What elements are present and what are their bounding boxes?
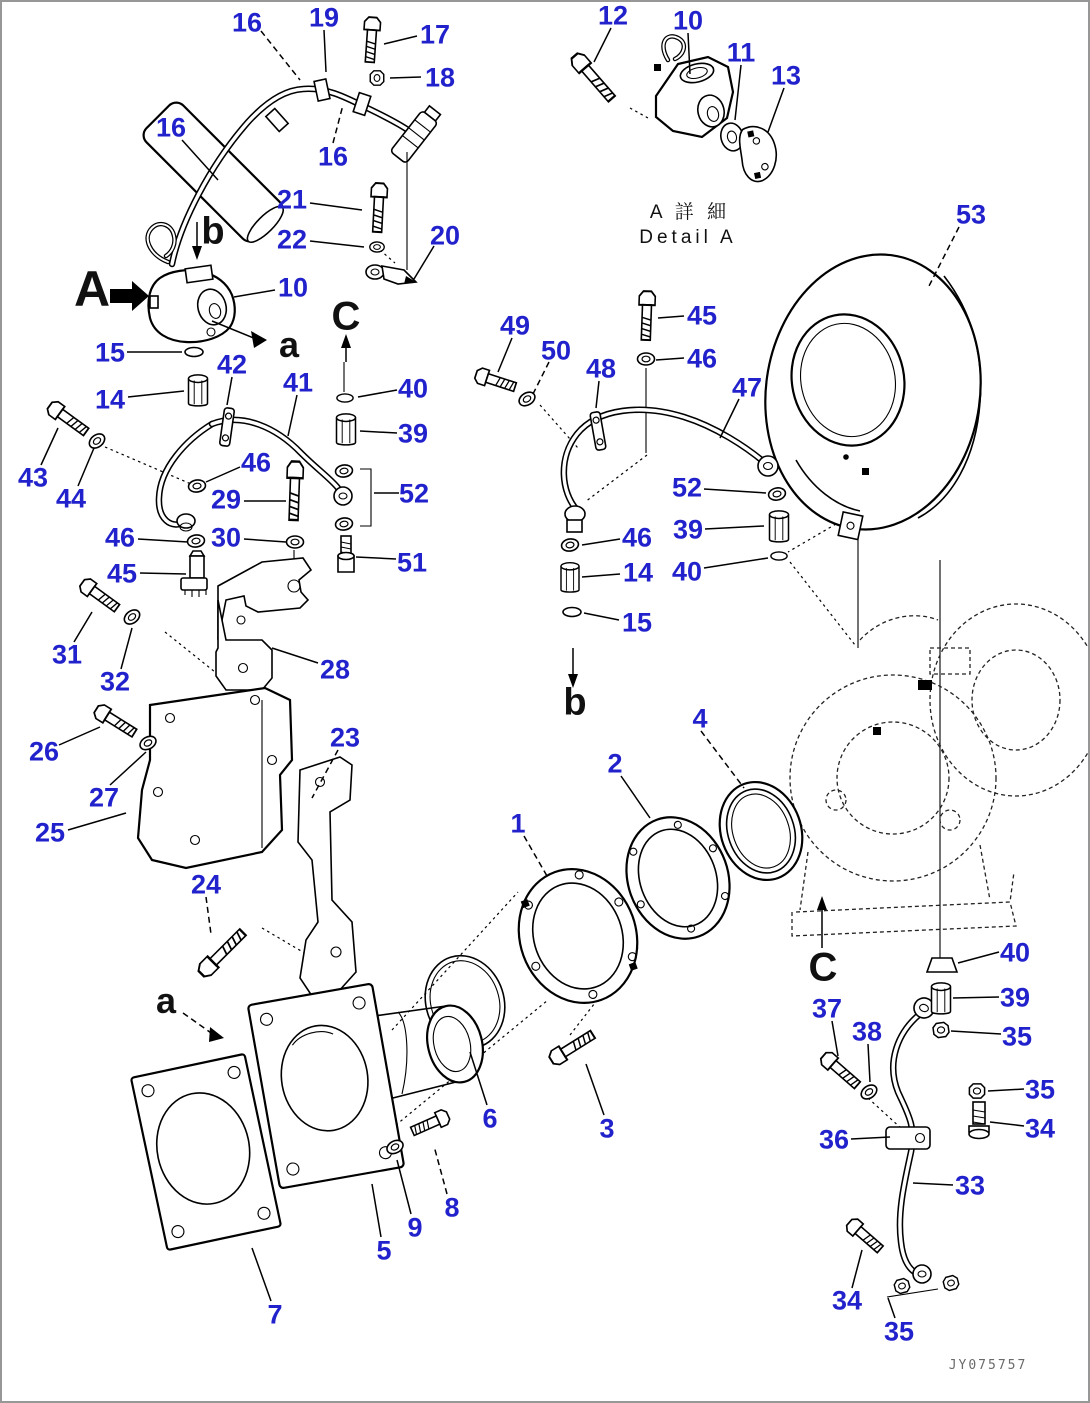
callout-leader bbox=[128, 391, 184, 397]
callout-label: 47 bbox=[731, 372, 763, 403]
callout-leader bbox=[888, 1298, 895, 1318]
callout-leader bbox=[397, 1160, 411, 1214]
part-14-fitting bbox=[561, 563, 579, 592]
part-46-washer bbox=[188, 479, 207, 493]
callout-label: 46 bbox=[621, 522, 653, 553]
callout-leader bbox=[390, 77, 421, 78]
part-35-nut bbox=[969, 1084, 984, 1098]
callout-label: 33 bbox=[954, 1170, 986, 1201]
callout-leader bbox=[59, 727, 100, 745]
callout-leader bbox=[582, 574, 620, 577]
view-letter-b: b bbox=[201, 210, 225, 253]
harness-connector bbox=[390, 104, 443, 164]
callout-leader bbox=[852, 1250, 862, 1288]
callout-label: 4 bbox=[692, 703, 708, 734]
view-a3-arrow bbox=[209, 1027, 224, 1042]
callout-leader bbox=[68, 813, 126, 830]
callout-label: 41 bbox=[282, 367, 314, 398]
callout-label: 40 bbox=[999, 937, 1031, 968]
callout-label: 15 bbox=[94, 337, 126, 368]
callout-label: 9 bbox=[407, 1212, 423, 1243]
callout-label: 39 bbox=[999, 982, 1031, 1013]
part-51-plug bbox=[338, 536, 354, 572]
view-letter-b: b bbox=[563, 681, 587, 724]
callout-label: 53 bbox=[955, 199, 987, 230]
callout-label: 35 bbox=[883, 1316, 915, 1347]
callout-leader bbox=[234, 290, 275, 297]
callout-label: 3 bbox=[599, 1113, 615, 1144]
part-32-washer bbox=[122, 607, 143, 627]
callout-label: 37 bbox=[811, 993, 843, 1024]
hose-banjo-end bbox=[758, 456, 778, 476]
callout-label: 39 bbox=[397, 418, 429, 449]
callout-leader bbox=[594, 28, 611, 62]
callout-leader bbox=[705, 526, 764, 529]
callout-label: 20 bbox=[429, 220, 461, 251]
callout-label: 13 bbox=[770, 60, 802, 91]
callout-label: 40 bbox=[397, 373, 429, 404]
callout-leader bbox=[121, 628, 132, 669]
callout-leader bbox=[735, 65, 741, 120]
view-letter-a: a bbox=[278, 323, 300, 365]
callout-label: 48 bbox=[585, 353, 617, 384]
view-a-arrow bbox=[110, 281, 149, 311]
part-18-nut bbox=[370, 71, 384, 85]
callout-label: 35 bbox=[1001, 1021, 1033, 1052]
callout-leader bbox=[434, 1146, 447, 1194]
callout-leader bbox=[356, 557, 396, 559]
part-36-clamp bbox=[886, 1127, 930, 1149]
part-46-washer bbox=[187, 534, 206, 548]
callout-label: 10 bbox=[277, 272, 309, 303]
part-10-solenoid bbox=[654, 36, 733, 137]
callout-label: 39 bbox=[672, 514, 704, 545]
callout-leader bbox=[532, 362, 549, 396]
part-25-plate bbox=[138, 688, 292, 868]
part-53-heat-shield bbox=[748, 240, 998, 543]
callout-leader bbox=[288, 395, 297, 436]
part-21-bolt bbox=[369, 183, 388, 233]
part-46-washer bbox=[561, 538, 580, 553]
callout-label: 12 bbox=[597, 0, 629, 31]
callout-label: 52 bbox=[671, 472, 703, 503]
callout-label: 26 bbox=[28, 736, 60, 767]
callout-leader bbox=[206, 467, 240, 482]
callout-label: 45 bbox=[686, 300, 718, 331]
callout-leader bbox=[953, 997, 999, 998]
callout-leader bbox=[498, 338, 512, 372]
callout-leader bbox=[140, 573, 186, 574]
hose-banjo-end bbox=[334, 487, 352, 505]
part-34-plug bbox=[969, 1102, 989, 1139]
part-35-nut bbox=[942, 1275, 959, 1292]
part-3-bolt bbox=[547, 1028, 597, 1067]
callout-label: 32 bbox=[99, 666, 131, 697]
callout-label: 28 bbox=[319, 654, 351, 685]
callout-leader bbox=[310, 241, 364, 247]
callout-leader bbox=[272, 648, 318, 663]
callout-label: 46 bbox=[686, 343, 718, 374]
callout-label: 24 bbox=[190, 869, 222, 900]
callout-leader bbox=[586, 1064, 604, 1115]
callout-leader bbox=[372, 1184, 381, 1237]
part-28-bracket bbox=[216, 558, 311, 690]
part-40-plug bbox=[927, 958, 957, 972]
callout-leader bbox=[951, 1031, 1001, 1034]
callout-leader bbox=[720, 399, 739, 438]
callout-label: 27 bbox=[88, 782, 120, 813]
callout-leader bbox=[851, 1137, 890, 1139]
callout-label: 6 bbox=[482, 1103, 498, 1134]
callout-leader bbox=[958, 952, 999, 963]
part-35-nut bbox=[932, 1022, 949, 1038]
callout-label: 16 bbox=[231, 7, 263, 38]
callout-label: 10 bbox=[672, 5, 704, 36]
callout-leader bbox=[78, 448, 94, 486]
view-letter-c: C bbox=[331, 294, 361, 339]
part-40-plug bbox=[337, 394, 353, 402]
callout-leader bbox=[584, 613, 619, 620]
view-a2-arrow bbox=[251, 331, 267, 348]
callout-label: 46 bbox=[104, 522, 136, 553]
callout-label: 50 bbox=[540, 335, 572, 366]
callout-label: 38 bbox=[851, 1016, 883, 1047]
callout-leader bbox=[704, 489, 766, 493]
callout-leader bbox=[74, 612, 92, 642]
callout-label: 7 bbox=[267, 1299, 283, 1330]
callout-label: 16 bbox=[317, 141, 349, 172]
callout-leader bbox=[227, 377, 232, 405]
part-46-washer bbox=[638, 353, 655, 365]
part-35-nut bbox=[893, 1278, 910, 1295]
part-39-fitting bbox=[932, 983, 951, 1014]
part-42-clamp bbox=[219, 407, 234, 446]
callout-leader bbox=[988, 1089, 1024, 1091]
callout-leader bbox=[656, 358, 684, 360]
callout-leader bbox=[868, 1044, 870, 1082]
harness-clip bbox=[266, 109, 288, 132]
callout-label: 44 bbox=[55, 483, 87, 514]
part-22-washer bbox=[370, 242, 384, 252]
callout-leader bbox=[358, 390, 397, 397]
callout-leader bbox=[832, 1021, 838, 1056]
part-29-bolt bbox=[286, 461, 304, 520]
part-10-valve bbox=[148, 265, 234, 342]
callout-leader bbox=[333, 105, 343, 143]
part-24-bolt bbox=[196, 927, 249, 980]
part-15-plug bbox=[185, 348, 203, 357]
callout-leader bbox=[658, 316, 684, 318]
detail-a-caption-en: Detail A bbox=[639, 227, 737, 248]
view-letter-a: A bbox=[73, 261, 111, 317]
callout-label: 16 bbox=[155, 112, 187, 143]
callout-leader bbox=[41, 428, 58, 465]
callout-leader bbox=[310, 203, 362, 210]
callout-label: 34 bbox=[1024, 1113, 1056, 1144]
part-20-bracket bbox=[366, 265, 416, 284]
callout-leader bbox=[261, 31, 300, 80]
doc-number: JY075757 bbox=[948, 1358, 1028, 1373]
callout-leader bbox=[206, 897, 211, 934]
callout-label: 46 bbox=[240, 447, 272, 478]
callout-label: 43 bbox=[17, 462, 49, 493]
callout-label: 22 bbox=[276, 224, 308, 255]
part-39-fitting bbox=[770, 511, 789, 542]
callout-label: 40 bbox=[671, 556, 703, 587]
callout-leader bbox=[384, 36, 417, 44]
part-30-washer bbox=[287, 536, 304, 548]
part-43-bolt bbox=[45, 399, 91, 438]
callout-label: 51 bbox=[396, 547, 428, 578]
part-14-fitting bbox=[189, 375, 208, 406]
part-12-bolt bbox=[568, 51, 617, 104]
callout-label: 52 bbox=[398, 478, 430, 509]
callout-label: 17 bbox=[419, 19, 451, 50]
callout-label: 2 bbox=[607, 748, 623, 779]
part-47-hose bbox=[564, 410, 778, 532]
detail-a-caption-jp: A 詳 細 bbox=[649, 202, 731, 223]
part-5-flange bbox=[248, 983, 491, 1188]
callout-leader bbox=[138, 539, 188, 542]
callout-label: 35 bbox=[1024, 1074, 1056, 1105]
callout-leader bbox=[110, 752, 146, 785]
callout-label: 36 bbox=[818, 1124, 850, 1155]
callout-leader bbox=[768, 88, 784, 132]
callout-leader bbox=[704, 558, 768, 568]
callout-label: 14 bbox=[622, 557, 654, 588]
part-23-bracket bbox=[298, 757, 356, 996]
part-38-washer bbox=[859, 1082, 880, 1102]
callout-label: 11 bbox=[726, 37, 756, 68]
part-45-bolt bbox=[638, 291, 656, 340]
callout-label: 25 bbox=[34, 817, 66, 848]
callout-label: 45 bbox=[106, 558, 138, 589]
part-40-plug bbox=[771, 552, 787, 560]
part-26-bolt bbox=[92, 703, 139, 740]
callout-leader bbox=[244, 539, 286, 542]
part-49-bolt bbox=[474, 367, 518, 395]
callout-label: 49 bbox=[499, 310, 531, 341]
callout-label: 42 bbox=[216, 349, 248, 380]
callout-leader bbox=[324, 30, 326, 72]
view-letter-c: C bbox=[808, 945, 838, 990]
callout-label: 29 bbox=[210, 484, 242, 515]
callout-label: 23 bbox=[329, 722, 361, 753]
callout-label: 15 bbox=[621, 607, 653, 638]
part-52-washer bbox=[767, 486, 786, 501]
callout-label: 34 bbox=[831, 1285, 863, 1316]
callout-label: 21 bbox=[276, 184, 308, 215]
harness-clip bbox=[314, 79, 330, 101]
callout-label: 8 bbox=[444, 1192, 460, 1223]
callout-leader bbox=[252, 1248, 271, 1301]
callout-label: 19 bbox=[308, 2, 340, 33]
callout-leader bbox=[913, 1183, 953, 1185]
callout-label: 30 bbox=[210, 522, 242, 553]
part-37-bolt bbox=[818, 1050, 862, 1091]
callout-label: 18 bbox=[424, 62, 456, 93]
callout-leader bbox=[582, 539, 620, 545]
callout-leader bbox=[990, 1122, 1024, 1126]
callout-label: 1 bbox=[510, 808, 526, 839]
part-33-tube bbox=[886, 995, 937, 1283]
part-8-bolt bbox=[409, 1108, 451, 1138]
part-13-plate bbox=[735, 123, 781, 184]
part-15-plug bbox=[563, 608, 581, 617]
callout-label: 5 bbox=[376, 1235, 392, 1266]
callout-leader bbox=[414, 246, 434, 279]
callout-leader bbox=[596, 381, 599, 408]
callout-label: 14 bbox=[94, 384, 126, 415]
part-34-bolt bbox=[844, 1216, 885, 1255]
part-39-fitting bbox=[337, 414, 356, 445]
callout-leader bbox=[621, 776, 650, 818]
part-17-bolt bbox=[362, 17, 381, 63]
view-letter-a: a bbox=[155, 979, 177, 1021]
view-c2-arrow bbox=[817, 896, 827, 910]
callout-leader bbox=[524, 836, 547, 876]
callout-leader bbox=[360, 431, 397, 433]
part-7-gasket bbox=[131, 1054, 281, 1250]
callout-label: 31 bbox=[51, 639, 83, 670]
part-44-washer bbox=[87, 431, 108, 451]
callout-leader bbox=[701, 731, 744, 788]
